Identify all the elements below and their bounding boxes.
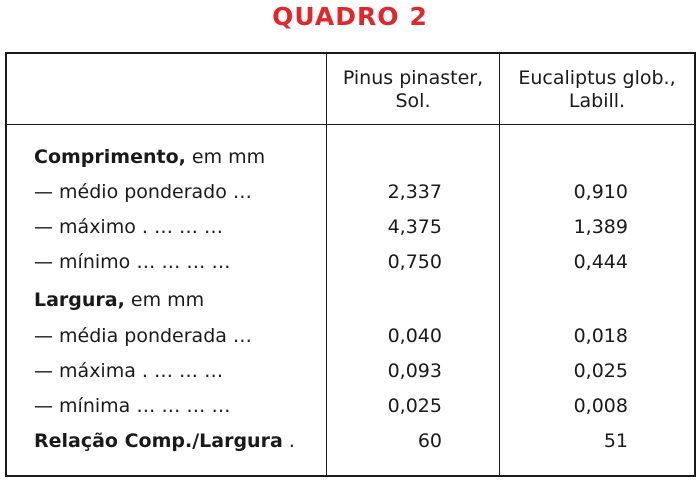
table-bottom-rule — [5, 475, 695, 477]
eucaliptus-value: 0,444 — [573, 251, 628, 273]
table-row — [0, 209, 700, 245]
section-heading-label — [34, 139, 265, 175]
row-label: — mínima … … … … — [34, 395, 231, 417]
table-row — [0, 388, 700, 424]
header-eucaliptus — [500, 67, 694, 113]
header-eucaliptus-line2: Labill. — [568, 90, 626, 112]
header-pinus — [327, 67, 499, 113]
table-row — [0, 318, 700, 354]
header-bottom-rule — [5, 124, 695, 125]
pinus-value: 0,093 — [387, 360, 442, 382]
row-label: — máxima . … … … — [34, 360, 224, 382]
row-label: — mínimo … … … … — [34, 251, 231, 273]
eucaliptus-value: 0,018 — [573, 325, 628, 347]
section-heading-bold: Largura, — [34, 289, 125, 311]
pinus-value: 4,375 — [387, 216, 442, 238]
pinus-value: 2,337 — [387, 181, 442, 203]
header-pinus-line2: Sol. — [395, 90, 431, 112]
section-heading-label — [34, 282, 204, 318]
ratio-row — [0, 423, 700, 459]
table-title — [0, 2, 700, 31]
pinus-value: 0,750 — [387, 251, 442, 273]
row-label: — média ponderada … — [34, 325, 252, 347]
row-label: — máximo . … … … — [34, 216, 224, 238]
section-heading-largura — [0, 282, 700, 318]
table-row — [0, 244, 700, 280]
table-row — [0, 353, 700, 389]
ratio-eucaliptus-value: 51 — [603, 430, 628, 452]
section-heading-comprimento — [0, 139, 700, 175]
eucaliptus-value: 0,008 — [573, 395, 628, 417]
eucaliptus-value: 0,910 — [573, 181, 628, 203]
ratio-dot: . — [288, 430, 295, 452]
ratio-pinus-value: 60 — [417, 430, 442, 452]
header-eucaliptus-line1: Eucaliptus glob., — [518, 67, 676, 89]
eucaliptus-value: 1,389 — [573, 216, 628, 238]
table-row — [0, 174, 700, 210]
pinus-value: 0,025 — [387, 395, 442, 417]
table-top-rule — [5, 52, 695, 54]
title-word: QUADRO — [272, 2, 400, 31]
ratio-label: Relação Comp./Largura — [34, 430, 283, 452]
row-label: — médio ponderado … — [34, 181, 252, 203]
pinus-value: 0,040 — [387, 325, 442, 347]
title-number: 2 — [409, 2, 428, 31]
section-heading-bold: Comprimento, — [34, 146, 186, 168]
eucaliptus-value: 0,025 — [573, 360, 628, 382]
section-heading-unit: em mm — [191, 146, 266, 168]
section-heading-unit: em mm — [130, 289, 205, 311]
ratio-label-wrap — [34, 423, 295, 459]
header-pinus-line1: Pinus pinaster, — [342, 67, 484, 89]
